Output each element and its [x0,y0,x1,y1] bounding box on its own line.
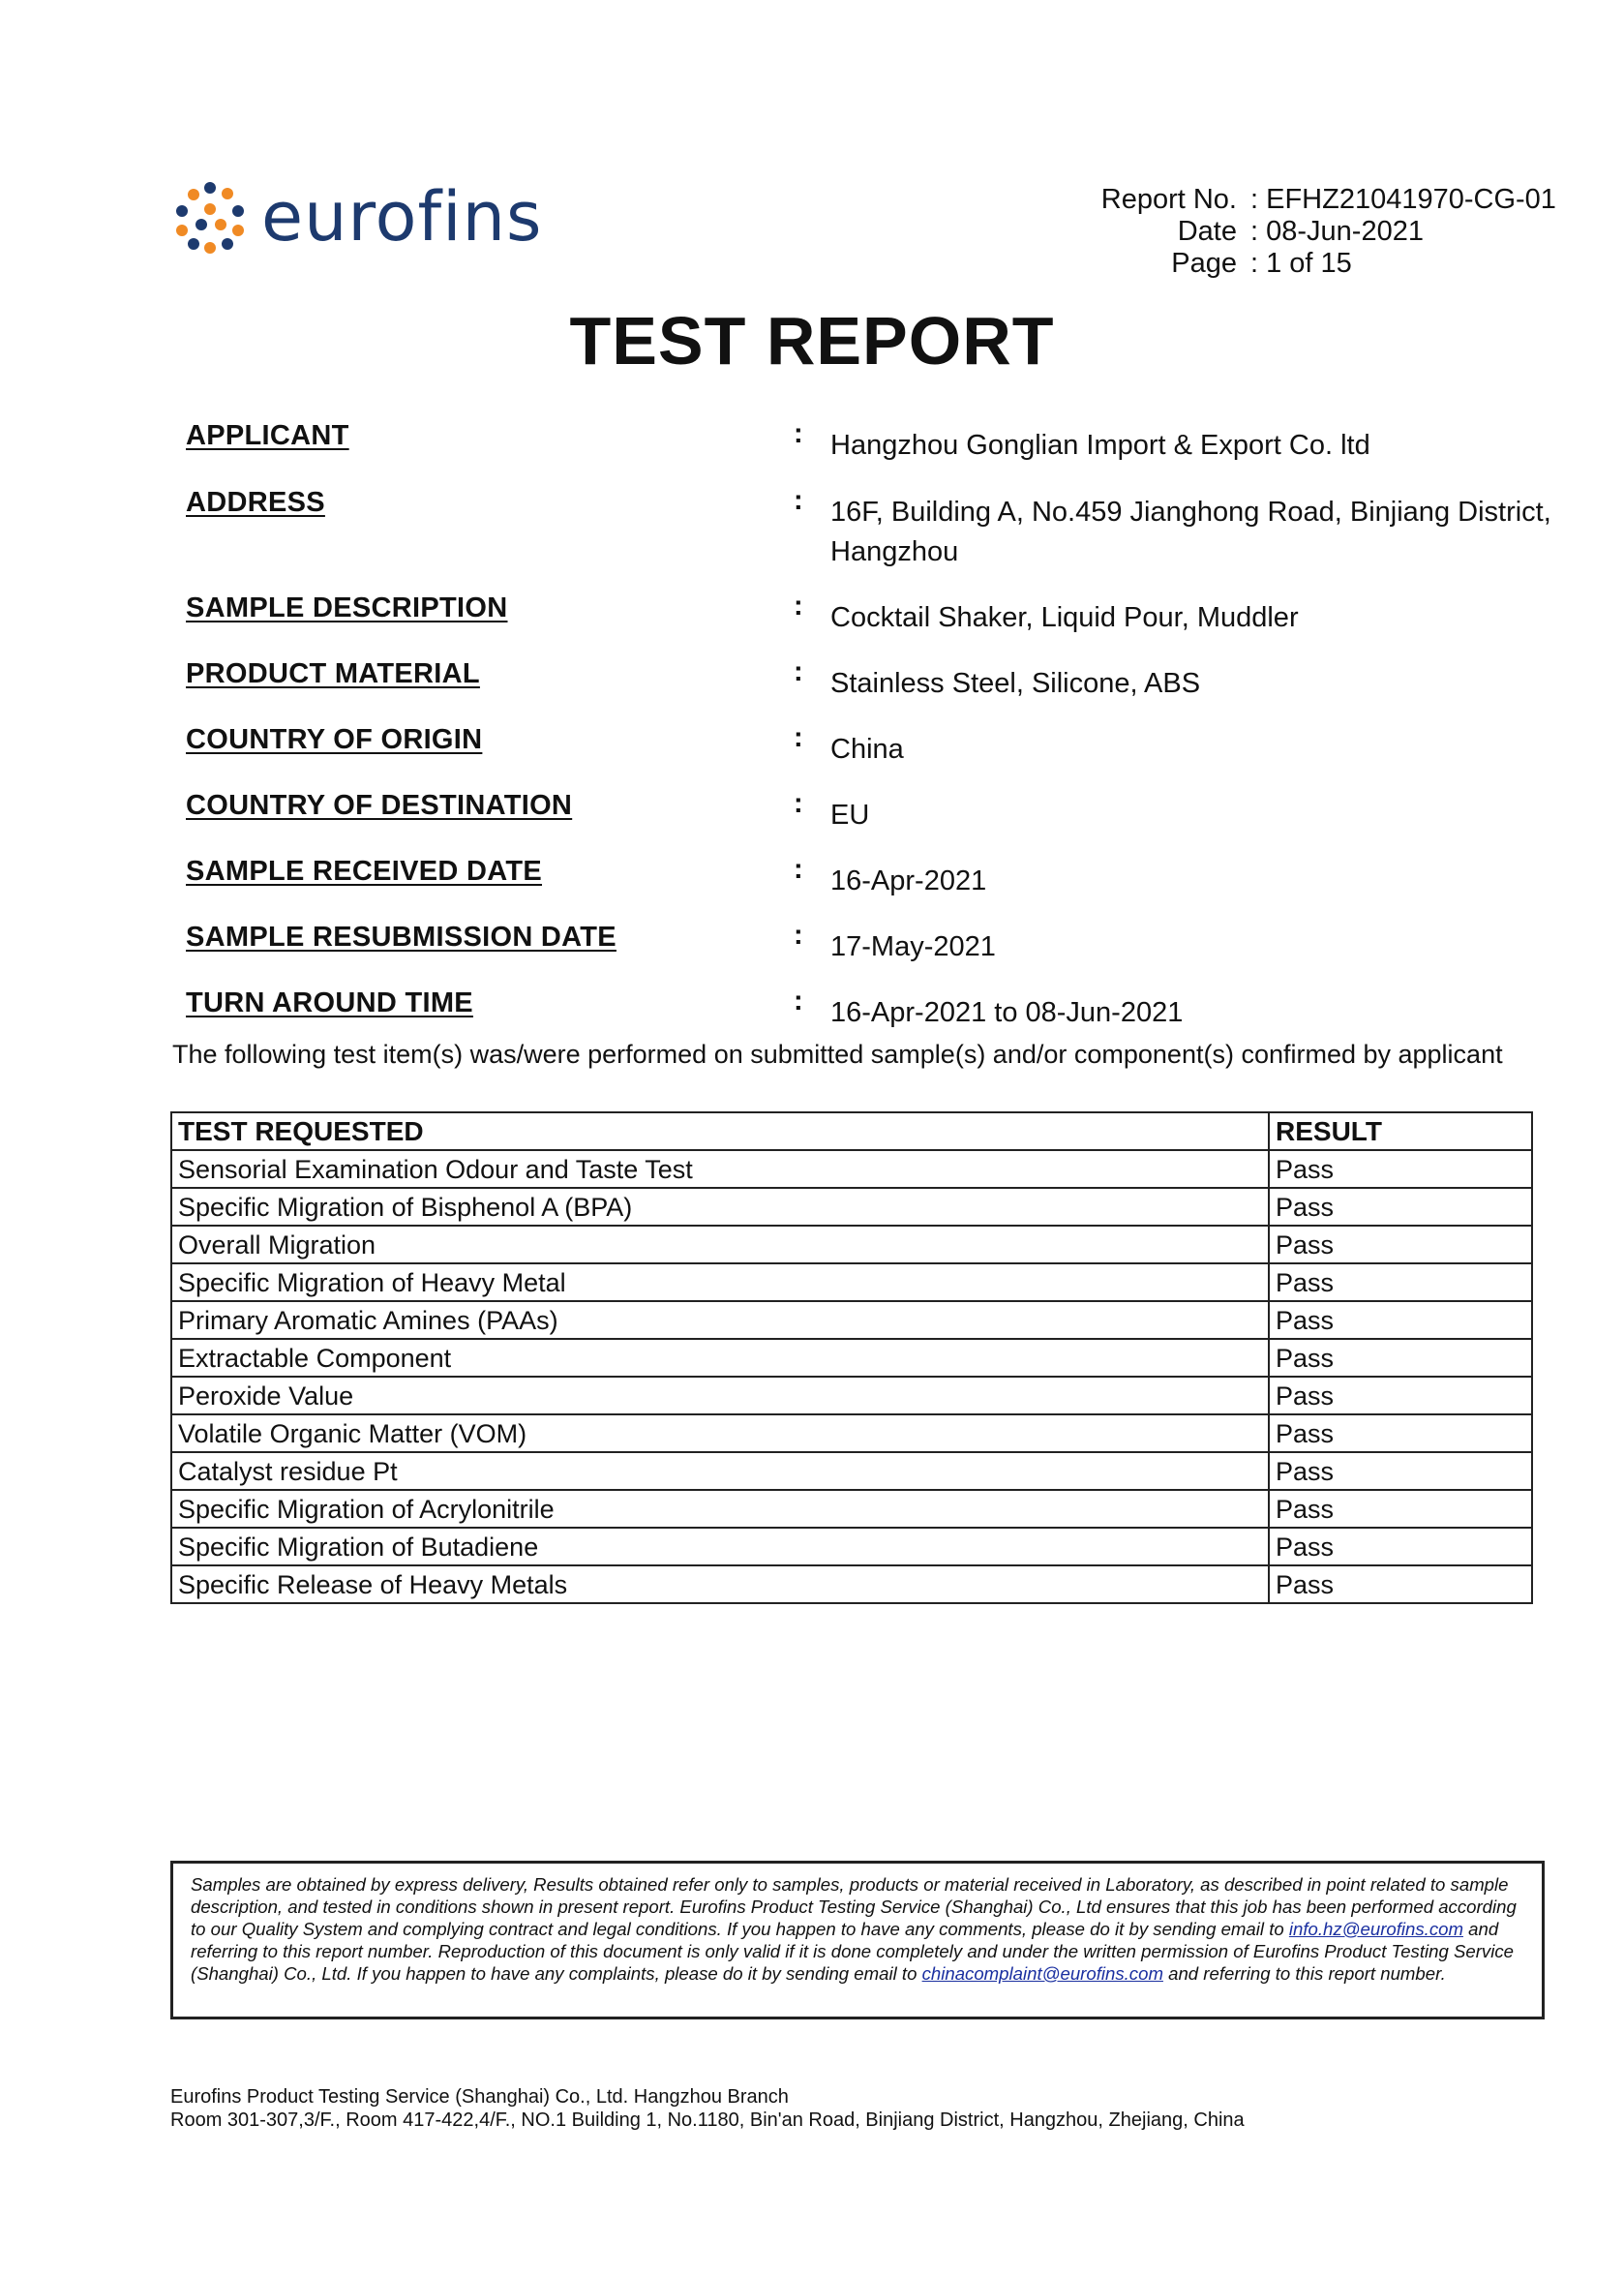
test-result: Pass [1269,1490,1532,1528]
table-row [171,1263,1532,1301]
test-result: Pass [1269,1301,1532,1339]
field-colon: : [794,788,803,819]
field-value: 17-May-2021 [830,931,996,962]
table-row [171,1301,1532,1339]
field-colon: : [794,986,803,1017]
test-name: Peroxide Value [171,1377,1269,1414]
field-value: EU [830,800,870,831]
test-name: Extractable Component [171,1339,1269,1377]
field-label: TURN AROUND TIME [186,987,473,1018]
meta-label: Report No. [1100,184,1237,215]
header-result: RESULT [1269,1112,1532,1150]
footer-company: Eurofins Product Testing Service (Shanghai) Co., Ltd. Hangzhou Branch [170,2086,789,2108]
table-row [171,1490,1532,1528]
meta-date [1065,216,1607,248]
table-row [171,1452,1532,1490]
meta-value: : 08-Jun-2021 [1250,216,1424,247]
test-name: Overall Migration [171,1226,1269,1263]
table-row [171,1377,1532,1414]
test-result: Pass [1269,1528,1532,1565]
meta-value: : 1 of 15 [1250,248,1352,279]
test-name: Catalyst residue Pt [171,1452,1269,1490]
eurofins-logo-mark-icon [172,180,248,256]
field-colon: : [794,920,803,951]
field-label: ADDRESS [186,487,325,518]
field-value: China [830,734,904,765]
test-name: Sensorial Examination Odour and Taste Test [171,1150,1269,1188]
test-result: Pass [1269,1188,1532,1226]
footer [170,2085,1245,2132]
field-colon: : [794,418,803,449]
intro-text: The following test item(s) was/were performed on submitted sample(s) and/or component(s) confirmed by applicant [172,1040,1503,1069]
footer-address: Room 301-307,3/F., Room 417-422,4/F., NO.1 Building 1, No.1180, Bin'an Road, Binjiang District, Hangzhou, Zhejiang, China [170,2109,1245,2131]
disclaimer-text: Samples are obtained by express delivery, Results obtained refer only to samples, products or material received in Laboratory, as described in point related to sample description, and tested in conditions shown in present report. Eurofins Product Testing Service (Shanghai) Co., Ltd ensures that this job has been performed according to our Quality System and complying contract and legal conditions. If you happen to have any comments, please do it by sending email to [191,1874,1517,1939]
table-row [171,1339,1532,1377]
test-name: Primary Aromatic Amines (PAAs) [171,1301,1269,1339]
test-name: Specific Migration of Heavy Metal [171,1263,1269,1301]
test-result: Pass [1269,1339,1532,1377]
test-result: Pass [1269,1226,1532,1263]
test-name: Specific Migration of Butadiene [171,1528,1269,1565]
field-label: COUNTRY OF DESTINATION [186,790,573,821]
eurofins-logo [172,174,559,261]
table-header-row [171,1112,1532,1150]
test-result: Pass [1269,1150,1532,1188]
test-name: Specific Release of Heavy Metals [171,1565,1269,1603]
table-row [171,1565,1532,1603]
disclaimer-text: and referring to this report number. Reproduction of this document is only valid if it is done completely and under the written permission of Eurofins Product Testing Service (Shanghai) Co., Ltd. If you happen to have any complaints, please do it by sending email to [191,1919,1514,1984]
table-row [171,1188,1532,1226]
report-meta [1065,184,1607,280]
field-colon: : [794,722,803,753]
field-value: Stainless Steel, Silicone, ABS [830,668,1201,699]
meta-label: Page [1171,248,1237,279]
test-result: Pass [1269,1377,1532,1414]
meta-label: Date [1177,216,1237,247]
logo-wordmark: eurofins [261,177,543,257]
field-label: SAMPLE RECEIVED DATE [186,856,543,887]
field-colon: : [794,591,803,622]
field-value: 16F, Building A, No.459 Jianghong Road, Binjiang District, Hangzhou [830,497,1551,567]
field-label: SAMPLE DESCRIPTION [186,592,508,623]
test-name: Volatile Organic Matter (VOM) [171,1414,1269,1452]
table-row [171,1528,1532,1565]
field-label: COUNTRY OF ORIGIN [186,724,483,755]
test-result: Pass [1269,1414,1532,1452]
info-email-link[interactable]: info.hz@eurofins.com [1288,1919,1463,1939]
field-value: 16-Apr-2021 to 08-Jun-2021 [830,997,1184,1028]
meta-page [1065,248,1607,280]
meta-report-no [1065,184,1607,216]
table-row [171,1150,1532,1188]
field-label: PRODUCT MATERIAL [186,658,480,689]
field-value: 16-Apr-2021 [830,865,987,896]
field-value: Cocktail Shaker, Liquid Pour, Muddler [830,602,1299,633]
table-row [171,1414,1532,1452]
field-value: Hangzhou Gonglian Import & Export Co. ltd [830,430,1370,461]
field-label: APPLICANT [186,420,349,451]
field-colon: : [794,656,803,687]
field-label: SAMPLE RESUBMISSION DATE [186,922,617,953]
field-colon: : [794,485,803,516]
test-name: Specific Migration of Bisphenol A (BPA) [171,1188,1269,1226]
disclaimer-box [170,1861,1545,2019]
field-colon: : [794,854,803,885]
tests-table [170,1111,1533,1604]
meta-value: : EFHZ21041970-CG-01 [1250,184,1556,215]
table-row [171,1226,1532,1263]
disclaimer-text: and referring to this report number. [1162,1963,1446,1984]
test-result: Pass [1269,1565,1532,1603]
test-result: Pass [1269,1452,1532,1490]
header-test-requested: TEST REQUESTED [171,1112,1269,1150]
complaint-email-link[interactable]: chinacomplaint@eurofins.com [921,1963,1163,1984]
page-title: TEST REPORT [569,303,1055,379]
test-result: Pass [1269,1263,1532,1301]
test-name: Specific Migration of Acrylonitrile [171,1490,1269,1528]
